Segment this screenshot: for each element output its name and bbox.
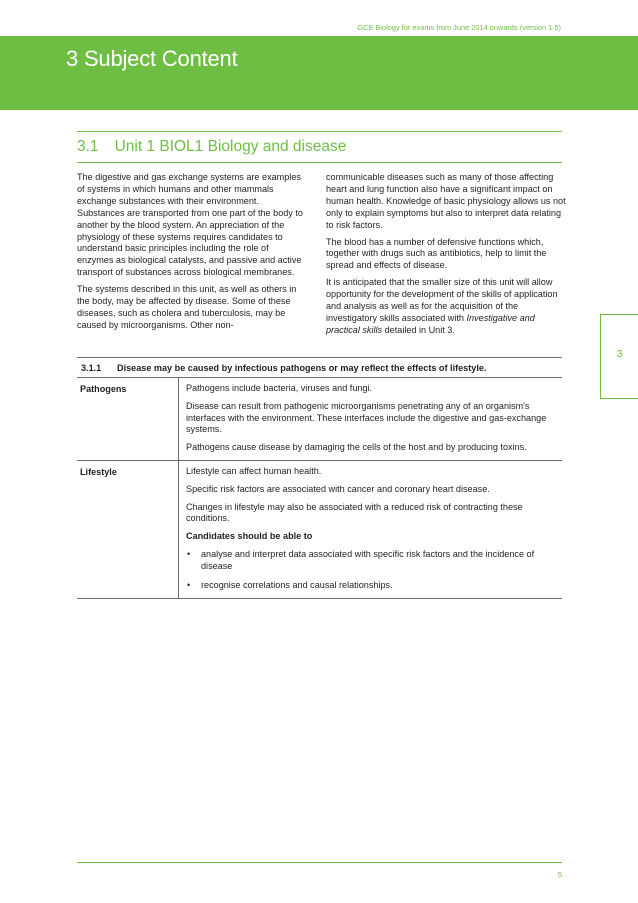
chapter-title: 3 Subject Content <box>66 46 238 71</box>
bullet-icon: • <box>187 579 191 590</box>
section-heading <box>77 138 346 156</box>
section-number: 3.1 <box>77 138 99 155</box>
spec-table-header <box>77 357 562 378</box>
row-paragraph: Lifestyle can affect human health. <box>186 465 322 476</box>
table-row <box>77 378 562 461</box>
row-content <box>179 461 562 598</box>
intro-paragraph-last <box>326 277 566 337</box>
intro-paragraph: The digestive and gas exchange systems are examples of systems in which humans and other mammals exchange substances with their environment. Substances are transported from one part of the body to another by the blood system. An appreciation of the physiology of these systems requires candidates to understand basic principles including the role of enzymes as biological catalysts, and passive and active transport of substances across biological membranes. <box>77 172 303 278</box>
list-item <box>186 580 562 592</box>
row-paragraph: Changes in lifestyle may also be associated with a reduced risk of contracting these conditions. <box>186 501 523 524</box>
chapter-side-tab <box>600 314 638 399</box>
row-paragraph: Pathogens cause disease by damaging the cells of the host and by producing toxins. <box>186 442 527 453</box>
table-row <box>77 461 562 599</box>
list-item-text: recognise correlations and causal relationships. <box>201 579 393 590</box>
section-title: Unit 1 BIOL1 Biology and disease <box>114 138 347 155</box>
footer-rule <box>77 862 562 863</box>
intro-paragraph: The blood has a number of defensive functions which, together with drugs such as antibiotics, help to limit the spread and effects of disease. <box>326 236 547 271</box>
spec-section-title: Disease may be caused by infectious pathogens or may reflect the effects of lifestyle. <box>117 362 487 373</box>
specification-table <box>77 357 562 599</box>
row-term: Lifestyle <box>77 461 179 598</box>
section-rule-bottom <box>77 162 562 163</box>
intro-text: It is anticipated that the smaller size of this unit will allow opportunity for the development of the skills of application and analysis as well as for the acquisition of the investigatory skills associated with <box>326 277 558 323</box>
intro-text: detailed in Unit 3. <box>382 324 455 335</box>
side-tab-number: 3 <box>616 348 623 360</box>
section-rule-top <box>77 131 562 132</box>
intro-paragraph: communicable diseases such as many of those affecting heart and lung function also have a significant impact on human health. Knowledge of basic physiology allows us not only to explain symptoms but also to interpret data relating to risk factors. <box>326 172 566 230</box>
row-paragraph: Pathogens include bacteria, viruses and fungi. <box>186 383 373 393</box>
row-content <box>179 378 562 460</box>
intro-column-left <box>77 172 307 332</box>
intro-italic-text: Investigative and practical skills <box>326 312 535 335</box>
row-term: Pathogens <box>77 378 179 460</box>
page-number: 5 <box>557 870 562 879</box>
bullet-icon: • <box>187 548 191 559</box>
list-item <box>186 549 562 573</box>
intro-paragraph: The systems described in this unit, as well as others in the body, may be affected by disease. Some of these diseases, such as cholera and tuberculosis, may be caused by microorganisms. Other non- <box>77 284 297 330</box>
spec-section-number: 3.1.1 <box>81 362 102 373</box>
intro-column-right <box>326 172 566 337</box>
bullet-list <box>186 549 562 591</box>
running-header: GCE Biology for exams from June 2014 onwards (version 1.5) <box>357 23 561 32</box>
list-item-text: analyse and interpret data associated with specific risk factors and the incidence of disease <box>201 548 535 571</box>
row-subheading: Candidates should be able to <box>186 531 313 542</box>
row-paragraph: Disease can result from pathogenic microorganisms penetrating any of an organism's interfaces with the environment. These interfaces include the digestive and gas-exchange systems. <box>186 400 547 435</box>
row-paragraph: Specific risk factors are associated with cancer and coronary heart disease. <box>186 483 490 494</box>
